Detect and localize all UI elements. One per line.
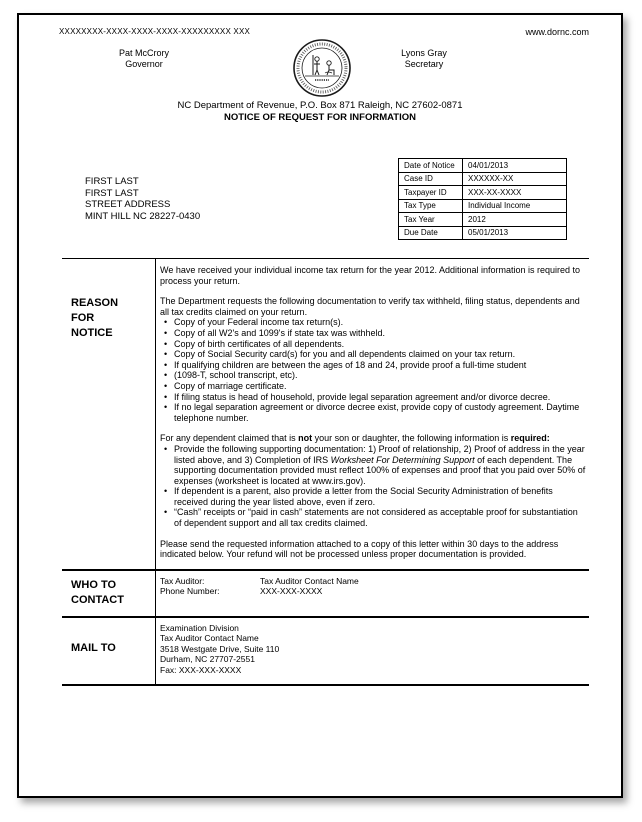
table-row [399,172,567,186]
contact-label: Tax Auditor: [160,575,205,586]
mail-line: Tax Auditor Contact Name [160,633,259,644]
notice-info-table [398,158,567,240]
bullet-icon: • [164,443,168,454]
info-value: 04/01/2013 [463,159,567,173]
notice-title: NOTICE OF REQUEST FOR INFORMATION [224,112,416,123]
contact-value: Tax Auditor Contact Name [260,575,359,586]
mail-line: 3518 Westgate Drive, Suite 110 [160,643,280,654]
contact-value: XXX-XXX-XXXX [260,586,323,597]
mail-to-body [155,618,589,685]
list-item: • If no legal separation agreement or divorce decree exist, provide copy of custody agreement. Daytime telephone number. [160,402,586,423]
governor-name: Pat McCrory [118,48,169,58]
paragraph-spacer [160,529,586,539]
bullet-icon: • [164,359,168,370]
mail-to-section [62,616,589,687]
list-item: • If filing status is head of household, provide legal separation agreement and/or divorce decree. [160,392,586,403]
list-item: • Copy of Social Security card(s) for you and all dependents claimed on your tax return. [160,349,586,360]
mail-to-label: MAIL TO [71,641,116,654]
recipient-name-line: FIRST LAST [85,187,139,199]
closing-paragraph: Please send the requested information attached to a copy of this letter within 30 days to the address indicated below. Your refund will not be processed unless proper documentation is provided. [160,538,559,560]
info-value: Individual Income [463,199,567,213]
list-item: • If dependent is a parent, also provide a letter from the Social Security Administration of benefits received during the year listed above, even if zero. [160,486,586,507]
letter-sections [62,258,589,686]
reference-number: XXXXXXXX-XXXX-XXXX-XXXX-XXXXXXXXX XXX [59,27,251,36]
contact-label: Phone Number: [160,586,220,597]
bullet-icon: • [164,391,168,402]
contact-row [160,576,586,587]
worksheet-title: Worksheet For Determining Support [330,454,475,465]
list-item: • Copy of birth certificates of all dependents. [160,339,586,350]
mail-line: Durham, NC 27707-2551 [160,654,255,665]
reason-for-notice-section [62,258,589,569]
emphasis-not: not [298,433,313,444]
secretary-name: Lyons Gray [401,48,447,58]
bullet-icon: • [164,370,168,381]
who-to-contact-body [155,571,589,616]
list-item: • “Cash” receipts or “paid in cash” statements are not considered as acceptable proof for substantiation of dependent support and all tax credits claimed. [160,507,586,528]
info-label: Tax Type [399,199,463,213]
recipient-street-line: STREET ADDRESS [85,199,171,210]
table-row [399,186,567,200]
bullet-icon: • [164,317,168,328]
secretary-block [364,48,484,70]
table-row [399,226,567,240]
info-label: Case ID [399,172,463,186]
bullet-icon: • [164,327,168,338]
list-item: • Copy of marriage certificate. [160,381,586,392]
list-item: • Provide the following supporting documentation: 1) Proof of relationship, 2) Proof of address in the year listed above, and 3) Completion of IRS Worksheet For Determining Support of each dependent. The supporting documentation provided must reflect 100% of expenses and proof that you paid over 50% of expenses (worksheet is located at www.irs.gov). [160,444,586,486]
paragraph-spacer [160,423,586,433]
paragraph: For any dependent claimed that is not your son or daughter, the following information is required: [160,433,550,444]
notice-document-page [17,13,623,798]
bullet-icon: • [164,338,168,349]
who-to-contact-label: WHO TO CONTACT [71,578,124,606]
nc-state-seal-icon [292,38,352,98]
bullet-icon: • [164,507,168,518]
paragraph: We have received your individual income tax return for the year 2012. Additional information is required to process your return. [160,265,581,286]
website-url: www.dornc.com [525,27,589,37]
emphasis-required: required: [510,433,550,444]
info-value: XXXXXX-XX [463,172,567,186]
recipient-address-block [85,176,200,222]
secretary-title: Secretary [404,59,444,69]
list-item: • Copy of all W2's and 1099's if state tax was withheld. [160,328,586,339]
table-row [399,159,567,173]
info-label: Taxpayer ID [399,186,463,200]
bullet-icon: • [164,402,168,413]
contact-row [160,586,586,597]
recipient-name-line: FIRST LAST [85,176,139,187]
info-value: XXX-XX-XXXX [463,186,567,200]
governor-block [84,48,204,70]
paragraph: The Department requests the following documentation to verify tax withheld, filing status, dependents and all tax credits claimed on your return. [160,296,580,317]
info-value: 2012 [463,213,567,227]
table-row [399,213,567,227]
bullet-icon: • [164,380,168,391]
bullet-icon: • [164,349,168,360]
info-value: 05/01/2013 [463,226,567,240]
department-address-line: NC Department of Revenue, P.O. Box 871 Raleigh, NC 27602-0871 [177,100,463,111]
mail-line: Examination Division [160,622,239,633]
info-label: Due Date [399,226,463,240]
list-item: • Copy of your Federal income tax return(s). [160,317,586,328]
reason-section-label: REASON FOR NOTICE [71,297,119,339]
mail-line: Fax: XXX-XXX-XXXX [160,664,242,675]
info-label: Tax Year [399,213,463,227]
who-to-contact-section [62,569,589,616]
bullet-icon: • [164,486,168,497]
list-item: • If qualifying children are between the ages of 18 and 24, provide proof a full-time student [160,360,586,371]
reason-section-body [155,259,589,569]
list-item: • (1098-T, school transcript, etc). [160,370,586,381]
info-label: Date of Notice [399,159,463,173]
governor-title: Governor [125,59,163,69]
table-row [399,199,567,213]
recipient-city-line: MINT HILL NC 28227-0430 [85,210,201,222]
